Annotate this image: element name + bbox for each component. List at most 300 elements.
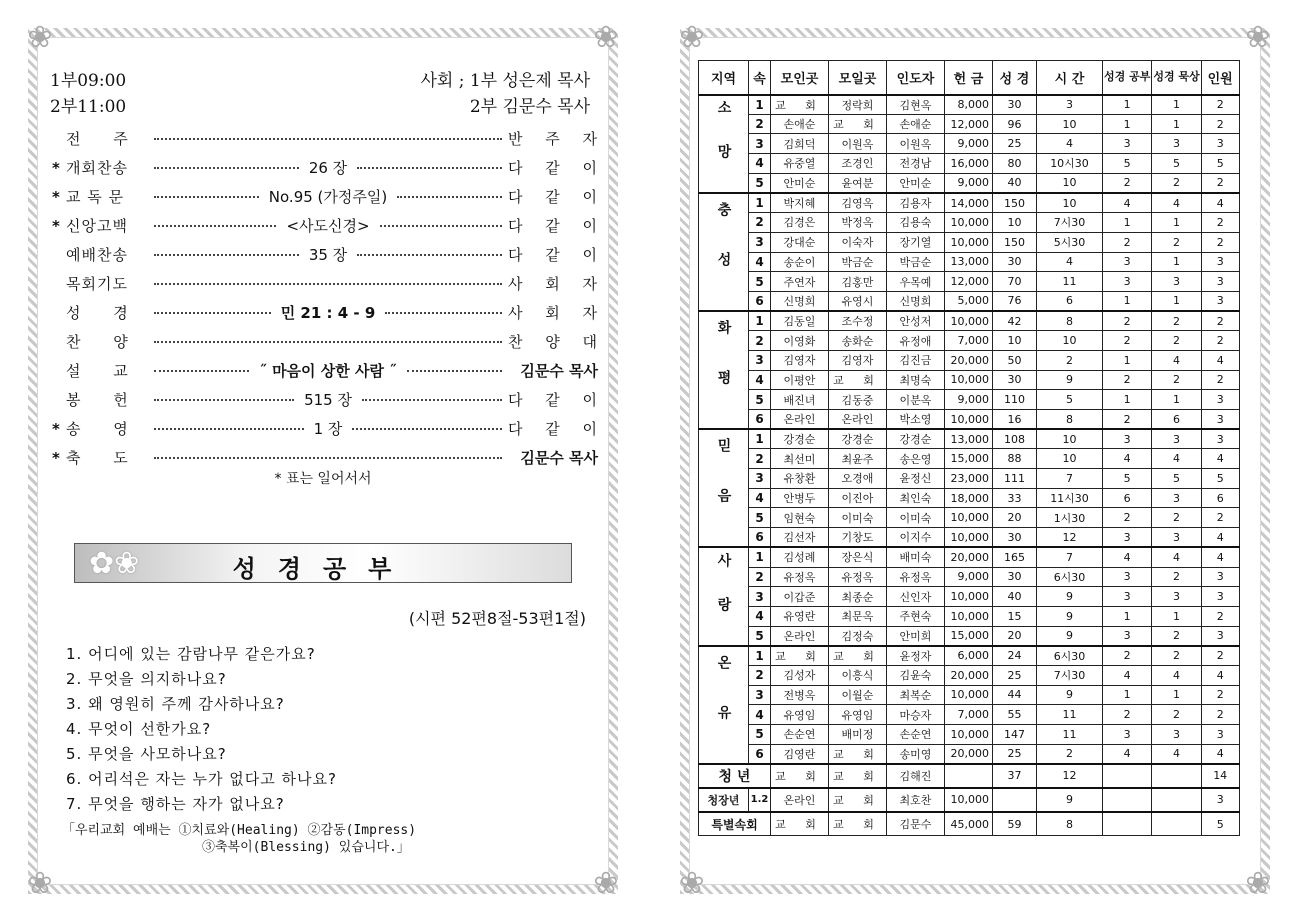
data-cell: 2 bbox=[1201, 331, 1239, 351]
data-cell: 9 bbox=[1037, 587, 1103, 607]
data-cell: 안미순 bbox=[887, 173, 945, 193]
group-number-cell: 5 bbox=[749, 272, 771, 292]
data-cell: 3 bbox=[1201, 272, 1239, 292]
order-item-detail: <사도신경> bbox=[286, 217, 370, 235]
data-cell: 김동중 bbox=[829, 390, 887, 410]
group-number-cell: 3 bbox=[749, 350, 771, 370]
data-cell: 신명희 bbox=[771, 291, 829, 311]
region-cell: 청 년 bbox=[699, 764, 771, 788]
data-cell: 1 bbox=[1152, 114, 1201, 134]
data-cell: 2 bbox=[1201, 370, 1239, 390]
service-hosts bbox=[420, 68, 590, 120]
data-cell: 3 bbox=[1152, 488, 1201, 508]
data-cell: 1 bbox=[1152, 252, 1201, 272]
data-cell: 1 bbox=[1103, 213, 1152, 233]
group-number-cell: 4 bbox=[749, 488, 771, 508]
data-cell: 이갑준 bbox=[771, 587, 829, 607]
scripture-reference: (시편 52편8절-53편1절) bbox=[408, 609, 586, 628]
dot-leader bbox=[148, 341, 508, 343]
data-cell: 12 bbox=[1037, 528, 1103, 548]
data-cell: 최종순 bbox=[829, 587, 887, 607]
data-cell: 6 bbox=[1201, 488, 1239, 508]
group-number-cell: 2 bbox=[749, 665, 771, 685]
table-row bbox=[699, 134, 1240, 154]
data-cell bbox=[1103, 788, 1152, 812]
data-cell: 3 bbox=[1201, 626, 1239, 646]
group-number-cell: 4 bbox=[749, 154, 771, 174]
order-item-label: 설 교 bbox=[66, 362, 142, 380]
data-cell: 1시30 bbox=[1037, 508, 1103, 528]
host-2: 2부 김문수 목사 bbox=[469, 97, 590, 117]
banner-title: 성경공부 bbox=[232, 555, 414, 583]
table-row bbox=[699, 788, 1240, 812]
data-cell: 강대순 bbox=[771, 232, 829, 252]
flower-ornament-icon: ❀ bbox=[593, 20, 619, 55]
data-cell: 2 bbox=[1201, 311, 1239, 331]
data-cell: 배미정 bbox=[829, 725, 887, 745]
data-cell: 165 bbox=[993, 547, 1037, 567]
table-row bbox=[699, 390, 1240, 410]
data-cell: 5 bbox=[1152, 154, 1201, 174]
data-cell: 14 bbox=[1201, 764, 1239, 788]
data-cell: 20 bbox=[993, 626, 1037, 646]
data-cell: 9 bbox=[1037, 370, 1103, 390]
order-item-person: 김문수 목사 bbox=[520, 449, 598, 467]
region-name: 사랑 bbox=[715, 552, 732, 641]
question-item: 2. 무엇을 의지하나요? bbox=[66, 670, 227, 688]
data-cell: 3 bbox=[1201, 587, 1239, 607]
data-cell: 3 bbox=[1152, 587, 1201, 607]
data-cell: 37 bbox=[993, 764, 1037, 788]
group-number-cell: 2 bbox=[749, 331, 771, 351]
order-row bbox=[52, 211, 607, 240]
data-cell: 송화순 bbox=[829, 331, 887, 351]
data-cell: 박금순 bbox=[829, 252, 887, 272]
data-cell: 장기열 bbox=[887, 232, 945, 252]
data-cell: 유정옥 bbox=[887, 567, 945, 587]
data-cell: 온라인 bbox=[771, 626, 829, 646]
group-number-cell: 3 bbox=[749, 134, 771, 154]
dot-leader bbox=[148, 138, 508, 140]
data-cell: 10,000 bbox=[945, 587, 993, 607]
data-cell: 2 bbox=[1201, 685, 1239, 705]
order-item-label: 봉 헌 bbox=[66, 391, 142, 409]
data-cell: 최인숙 bbox=[887, 488, 945, 508]
data-cell: 2 bbox=[1152, 331, 1201, 351]
table-row bbox=[699, 193, 1240, 213]
group-number-cell: 1 bbox=[749, 429, 771, 449]
data-cell: 15 bbox=[993, 606, 1037, 626]
data-cell: 10시30 bbox=[1037, 154, 1103, 174]
data-cell: 70 bbox=[993, 272, 1037, 292]
group-number-cell: 1.2 bbox=[749, 788, 771, 812]
order-item-person: 다 같 이 bbox=[508, 159, 607, 177]
flower-ornament-icon: ❀ bbox=[1245, 20, 1271, 55]
group-number-cell: 4 bbox=[749, 705, 771, 725]
data-cell: 김동일 bbox=[771, 311, 829, 331]
data-cell: 23,000 bbox=[945, 469, 993, 489]
data-cell: 송순이 bbox=[771, 252, 829, 272]
data-cell: 안미희 bbox=[887, 626, 945, 646]
order-item-person: 김문수 목사 bbox=[520, 362, 598, 380]
table-row bbox=[699, 705, 1240, 725]
data-cell: 30 bbox=[993, 95, 1037, 115]
region-name: 화평 bbox=[715, 320, 732, 421]
data-cell: 10,000 bbox=[945, 725, 993, 745]
data-cell: 이월순 bbox=[829, 685, 887, 705]
group-number-cell: 5 bbox=[749, 508, 771, 528]
data-cell: 3 bbox=[1103, 272, 1152, 292]
data-cell: 1 bbox=[1152, 685, 1201, 705]
data-cell: 11 bbox=[1037, 705, 1103, 725]
dot-leader bbox=[148, 186, 508, 207]
data-cell: 손애순 bbox=[771, 114, 829, 134]
order-item-label: 찬 양 bbox=[66, 333, 142, 351]
order-item-person: 반 주 자 bbox=[508, 130, 607, 148]
data-cell: 4 bbox=[1103, 449, 1152, 469]
data-cell: 이흥식 bbox=[829, 665, 887, 685]
data-cell: 1 bbox=[1103, 114, 1152, 134]
group-number-cell: 6 bbox=[749, 291, 771, 311]
region-cell bbox=[699, 95, 749, 193]
data-cell: 4 bbox=[1152, 547, 1201, 567]
service-time-2: 2부11:00 bbox=[50, 97, 127, 117]
order-item-person: 사 회 자 bbox=[508, 275, 607, 293]
group-number-cell: 2 bbox=[749, 213, 771, 233]
region-cell: 특별속회 bbox=[699, 812, 771, 836]
data-cell bbox=[1103, 764, 1152, 788]
data-cell: 교 회 bbox=[829, 812, 887, 836]
data-cell: 2 bbox=[1152, 626, 1201, 646]
data-cell: 11 bbox=[1037, 725, 1103, 745]
data-cell: 4 bbox=[1152, 665, 1201, 685]
data-cell: 교 회 bbox=[829, 370, 887, 390]
data-cell: 강경순 bbox=[829, 429, 887, 449]
data-cell: 김문수 bbox=[887, 812, 945, 836]
dot-leader bbox=[148, 457, 508, 459]
bible-study-banner bbox=[74, 543, 572, 583]
data-cell: 20,000 bbox=[945, 547, 993, 567]
data-cell: 이미숙 bbox=[829, 508, 887, 528]
group-number-cell: 5 bbox=[749, 626, 771, 646]
group-number-cell: 2 bbox=[749, 114, 771, 134]
data-cell: 4 bbox=[1152, 449, 1201, 469]
data-cell: 13,000 bbox=[945, 252, 993, 272]
group-number-cell: 6 bbox=[749, 528, 771, 548]
dot-leader bbox=[148, 244, 508, 265]
data-cell: 4 bbox=[1103, 744, 1152, 764]
data-cell: 2 bbox=[1201, 213, 1239, 233]
data-cell: 4 bbox=[1037, 134, 1103, 154]
data-cell: 25 bbox=[993, 744, 1037, 764]
header-region: 지역 bbox=[699, 61, 749, 95]
data-cell: 4 bbox=[1201, 193, 1239, 213]
data-cell: 5 bbox=[1103, 469, 1152, 489]
data-cell: 3 bbox=[1201, 410, 1239, 430]
region-cell bbox=[699, 193, 749, 311]
order-item-person: 다 같 이 bbox=[508, 420, 607, 438]
order-item-label: 송 영 bbox=[66, 420, 142, 438]
data-cell: 3 bbox=[1103, 587, 1152, 607]
dot-leader bbox=[148, 389, 508, 410]
data-cell: 33 bbox=[993, 488, 1037, 508]
data-cell: 김경은 bbox=[771, 213, 829, 233]
data-cell: 2 bbox=[1201, 646, 1239, 666]
region-cell bbox=[699, 311, 749, 429]
data-cell: 3 bbox=[1201, 134, 1239, 154]
data-cell: 온라인 bbox=[771, 788, 829, 812]
data-cell: 2 bbox=[1201, 606, 1239, 626]
data-cell: 교 회 bbox=[771, 764, 829, 788]
data-cell: 김홍만 bbox=[829, 272, 887, 292]
flower-ornament-icon: ❀ bbox=[1245, 866, 1271, 901]
data-cell: 10,000 bbox=[945, 606, 993, 626]
motto-line: 「우리교회 예배는 ①치료와(Healing) ②감동(Impress) bbox=[62, 823, 417, 838]
data-cell: 박소영 bbox=[887, 410, 945, 430]
dot-leader bbox=[148, 302, 508, 323]
order-row bbox=[52, 414, 607, 443]
data-cell: 10 bbox=[1037, 331, 1103, 351]
order-item-label: 전 주 bbox=[66, 130, 142, 148]
data-cell: 오경애 bbox=[829, 469, 887, 489]
data-cell: 유중열 bbox=[771, 154, 829, 174]
data-cell: 12,000 bbox=[945, 272, 993, 292]
data-cell: 교 회 bbox=[829, 646, 887, 666]
data-cell: 6 bbox=[1152, 410, 1201, 430]
group-number-cell: 1 bbox=[749, 311, 771, 331]
order-item-label: 예배찬송 bbox=[66, 246, 128, 264]
header-next-place: 모일곳 bbox=[829, 61, 887, 95]
data-cell: 6시30 bbox=[1037, 646, 1103, 666]
order-row bbox=[52, 240, 607, 269]
data-cell: 20,000 bbox=[945, 744, 993, 764]
order-row bbox=[52, 327, 607, 356]
data-cell: 주현숙 bbox=[887, 606, 945, 626]
group-number-cell: 5 bbox=[749, 390, 771, 410]
data-cell: 4 bbox=[1152, 350, 1201, 370]
data-cell: 강경순 bbox=[887, 429, 945, 449]
data-cell: 9,000 bbox=[945, 390, 993, 410]
data-cell: 3 bbox=[1201, 788, 1239, 812]
data-cell: 전병옥 bbox=[771, 685, 829, 705]
data-cell: 교 회 bbox=[771, 95, 829, 115]
data-cell: 9,000 bbox=[945, 567, 993, 587]
data-cell: 2 bbox=[1201, 232, 1239, 252]
header-meditation: 성경 묵상 bbox=[1152, 61, 1201, 95]
data-cell bbox=[1152, 788, 1201, 812]
data-cell: 25 bbox=[993, 134, 1037, 154]
order-item-detail: 515 장 bbox=[304, 391, 352, 409]
question-item: 5. 무엇을 사모하나요? bbox=[66, 745, 227, 763]
data-cell: 4 bbox=[1201, 665, 1239, 685]
data-cell: 송미영 bbox=[887, 744, 945, 764]
data-cell: 김영옥 bbox=[829, 193, 887, 213]
data-cell: 3 bbox=[1103, 725, 1152, 745]
data-cell: 3 bbox=[1201, 429, 1239, 449]
order-row bbox=[52, 124, 607, 153]
order-item-label: 교 독 문 bbox=[66, 188, 125, 206]
data-cell: 3 bbox=[1103, 528, 1152, 548]
data-cell: 9,000 bbox=[945, 134, 993, 154]
table-row bbox=[699, 528, 1240, 548]
data-cell: 김현옥 bbox=[887, 95, 945, 115]
data-cell: 교 회 bbox=[771, 646, 829, 666]
data-cell: 108 bbox=[993, 429, 1037, 449]
data-cell: 2 bbox=[1152, 232, 1201, 252]
data-cell: 2 bbox=[1103, 410, 1152, 430]
data-cell: 4 bbox=[1201, 449, 1239, 469]
data-cell: 박지혜 bbox=[771, 193, 829, 213]
motto-line: ③축복이(Blessing) 있습니다.」 bbox=[202, 840, 410, 855]
standing-mark: * bbox=[52, 216, 60, 235]
data-cell: 8 bbox=[1037, 410, 1103, 430]
question-item: 6. 어리석은 자는 누가 없다고 하나요? bbox=[66, 770, 337, 788]
data-cell: 16 bbox=[993, 410, 1037, 430]
data-cell: 88 bbox=[993, 449, 1037, 469]
data-cell: 10 bbox=[1037, 429, 1103, 449]
flower-ornament-icon: ❀ bbox=[593, 866, 619, 901]
data-cell: 10 bbox=[1037, 173, 1103, 193]
data-cell: 4 bbox=[1103, 547, 1152, 567]
data-cell: 온라인 bbox=[771, 410, 829, 430]
table-row bbox=[699, 764, 1240, 788]
data-cell: 10,000 bbox=[945, 788, 993, 812]
order-item-detail: 35 장 bbox=[308, 246, 348, 264]
data-cell: 손순연 bbox=[771, 725, 829, 745]
table-row bbox=[699, 488, 1240, 508]
data-cell: 2 bbox=[1103, 705, 1152, 725]
data-cell: 최선미 bbox=[771, 449, 829, 469]
data-cell: 9 bbox=[1037, 788, 1103, 812]
region-cell bbox=[699, 547, 749, 645]
data-cell: 2 bbox=[1152, 646, 1201, 666]
flower-ornament-icon: ❀ bbox=[679, 20, 705, 55]
order-item-person: 다 같 이 bbox=[508, 188, 607, 206]
data-cell: 우목예 bbox=[887, 272, 945, 292]
cell-group-stats-table bbox=[698, 60, 1240, 836]
study-questions bbox=[66, 642, 337, 817]
data-cell: 교 회 bbox=[829, 788, 887, 812]
data-cell: 유정옥 bbox=[771, 567, 829, 587]
data-cell: 2 bbox=[1201, 705, 1239, 725]
data-cell: 1 bbox=[1103, 350, 1152, 370]
data-cell: 10,000 bbox=[945, 508, 993, 528]
table-row bbox=[699, 812, 1240, 836]
data-cell: 20,000 bbox=[945, 350, 993, 370]
region-name: 믿음 bbox=[715, 438, 732, 539]
data-cell: 2 bbox=[1103, 173, 1152, 193]
header-group: 속 bbox=[749, 61, 771, 95]
data-cell: 김영자 bbox=[771, 350, 829, 370]
data-cell: 2 bbox=[1037, 744, 1103, 764]
data-cell: 20,000 bbox=[945, 665, 993, 685]
data-cell: 조경인 bbox=[829, 154, 887, 174]
order-item-label: 개회찬송 bbox=[66, 159, 128, 177]
data-cell: 7시30 bbox=[1037, 665, 1103, 685]
data-cell: 8 bbox=[1037, 812, 1103, 836]
data-cell: 5 bbox=[1201, 812, 1239, 836]
data-cell: 교 회 bbox=[829, 744, 887, 764]
data-cell: 윤여분 bbox=[829, 173, 887, 193]
table-row bbox=[699, 665, 1240, 685]
table-row bbox=[699, 311, 1240, 331]
table-row bbox=[699, 606, 1240, 626]
data-cell: 정락희 bbox=[829, 95, 887, 115]
data-cell: 2 bbox=[1103, 311, 1152, 331]
data-cell: 김용자 bbox=[887, 193, 945, 213]
table-row bbox=[699, 213, 1240, 233]
data-cell: 2 bbox=[1037, 350, 1103, 370]
group-number-cell: 6 bbox=[749, 744, 771, 764]
table-row bbox=[699, 429, 1240, 449]
data-cell: 8,000 bbox=[945, 95, 993, 115]
data-cell: 김용숙 bbox=[887, 213, 945, 233]
data-cell: 배미숙 bbox=[887, 547, 945, 567]
data-cell: 10,000 bbox=[945, 528, 993, 548]
region-name: 소망 bbox=[715, 99, 732, 188]
table-row bbox=[699, 154, 1240, 174]
group-number-cell: 4 bbox=[749, 606, 771, 626]
data-cell: 8 bbox=[1037, 311, 1103, 331]
data-cell: 1 bbox=[1103, 685, 1152, 705]
data-cell: 2 bbox=[1201, 173, 1239, 193]
data-cell: 10 bbox=[1037, 193, 1103, 213]
data-cell: 이영화 bbox=[771, 331, 829, 351]
order-item-detail: ˝ 마음이 상한 사람 ˝ bbox=[259, 362, 397, 380]
data-cell: 5 bbox=[1201, 154, 1239, 174]
group-number-cell: 6 bbox=[749, 410, 771, 430]
data-cell: 18,000 bbox=[945, 488, 993, 508]
data-cell: 9 bbox=[1037, 626, 1103, 646]
data-cell: 7시30 bbox=[1037, 213, 1103, 233]
data-cell: 9 bbox=[1037, 606, 1103, 626]
data-cell: 4 bbox=[1201, 528, 1239, 548]
order-item-label: 축 도 bbox=[66, 449, 142, 467]
data-cell: 1 bbox=[1152, 606, 1201, 626]
data-cell: 2 bbox=[1103, 508, 1152, 528]
data-cell: 김선자 bbox=[771, 528, 829, 548]
data-cell: 30 bbox=[993, 528, 1037, 548]
data-cell: 안성저 bbox=[887, 311, 945, 331]
header-bible-study: 성경 공부 bbox=[1103, 61, 1152, 95]
group-number-cell: 2 bbox=[749, 567, 771, 587]
group-number-cell: 3 bbox=[749, 587, 771, 607]
order-row bbox=[52, 153, 607, 182]
data-cell: 김해진 bbox=[887, 764, 945, 788]
service-times bbox=[50, 68, 126, 120]
data-cell: 4 bbox=[1201, 350, 1239, 370]
data-cell: 13,000 bbox=[945, 429, 993, 449]
data-cell: 30 bbox=[993, 567, 1037, 587]
question-item: 1. 어디에 있는 감람나무 같은가요? bbox=[66, 645, 316, 663]
group-number-cell: 5 bbox=[749, 725, 771, 745]
data-cell: 2 bbox=[1152, 173, 1201, 193]
standing-mark: * bbox=[52, 158, 60, 177]
data-cell: 이원옥 bbox=[829, 134, 887, 154]
data-cell bbox=[1103, 812, 1152, 836]
group-number-cell: 5 bbox=[749, 173, 771, 193]
data-cell: 10 bbox=[993, 331, 1037, 351]
data-cell: 5시30 bbox=[1037, 232, 1103, 252]
data-cell: 12 bbox=[1037, 764, 1103, 788]
data-cell: 10 bbox=[993, 213, 1037, 233]
data-cell: 15,000 bbox=[945, 449, 993, 469]
data-cell: 4 bbox=[1201, 547, 1239, 567]
order-item-detail: No.95 (가정주일) bbox=[268, 188, 388, 206]
group-number-cell: 2 bbox=[749, 449, 771, 469]
data-cell: 80 bbox=[993, 154, 1037, 174]
data-cell: 147 bbox=[993, 725, 1037, 745]
